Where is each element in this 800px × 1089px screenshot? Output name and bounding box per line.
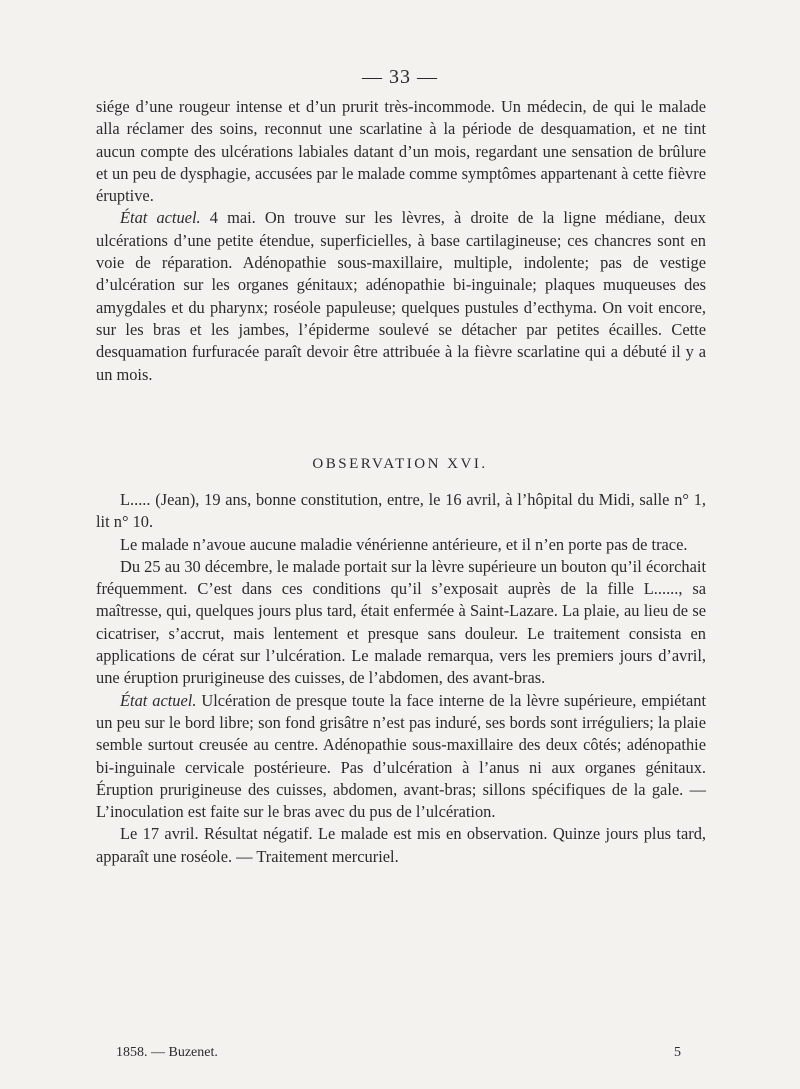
intro-paragraph-1: siége d’une rougeur intense et d’un prurit très-incommode. Un médecin, de qui le malade alla réclamer des soins, reconnut une scarlatine à la période de desquamation, et ne tint aucun compte des ulcérations labiales datant d’un mois, regardant une sensation de brûlure et un peu de dysphagie, accusées par le malade comme symptômes appartenant à cette fièvre éruptive. xyxy=(96,97,706,206)
observation-paragraph-1: L..... (Jean), 19 ans, bonne constitution, entre, le 16 avril, à l’hôpital du Midi, salle n° 1, lit n° 10. xyxy=(96,490,706,532)
intro-paragraph-2 xyxy=(96,207,706,385)
observation-paragraph-2: Le malade n’avoue aucune maladie vénérienne antérieure, et il n’en porte pas de trace. xyxy=(120,534,688,554)
intro-paragraph-2-text: 4 mai. On trouve sur les lèvres, à droite de la ligne médiane, deux ulcérations d’une petite étendue, superficielles, à base cartilagineuse; ces chancres sont en voie de réparation. Adénopathie sous-maxillaire, multiple, indolente; pas de vestige d’ulcération sur les organes génitaux; adénopathie bi-inguinale; plaques muqueuses des amygdales et du pharynx; roséole papuleuse; quelques pustules d’ecthyma. On voit encore, sur les bras et les jambes, l’épiderme soulevé se détacher par petites écailles. Cette desquamation furfuracée paraît devoir être attribuée à la fièvre scarlatine qui a débuté il y a un mois. xyxy=(96,208,706,384)
observation-paragraph-4-text: Ulcération de presque toute la face interne de la lèvre supérieure, empiétant un peu sur le bord libre; son fond grisâtre n’est pas induré, ses bords sont irréguliers; la plaie semble surtout creusée au centre. Adénopathie sous-maxillaire des deux côtés; adénopathie bi-inguinale cervicale postérieure. Pas d’ulcération à l’anus ni aux organes génitaux. Éruption prurigineuse des cuisses, abdomen, avant-bras; sillons spécifiques de la gale. — L’inoculation est faite sur le bras avec du pus de l’ulcération. xyxy=(96,690,706,822)
footer-sheet-number: 5 xyxy=(674,1045,681,1060)
observation-text-block xyxy=(96,489,706,868)
page-number: — 33 — xyxy=(362,66,438,88)
observation-paragraph-5: Le 17 avril. Résultat négatif. Le malade est mis en observation. Quinze jours plus tard, apparaît une roséole. — Traitement mercuriel. xyxy=(96,824,706,866)
observation-heading: OBSERVATION XVI. xyxy=(312,456,488,472)
footer-signature: 1858. — Buzenet. xyxy=(116,1045,218,1060)
etat-actuel-label-2: État actuel. xyxy=(120,690,197,710)
intro-text-block xyxy=(96,96,706,386)
etat-actuel-label: État actuel. xyxy=(120,208,201,228)
observation-paragraph-3: Du 25 au 30 décembre, le malade portait sur la lèvre supérieure un bouton qu’il écorchait fréquemment. C’est dans ces conditions qu’il s’exposait auprès de la fille L......, sa maîtresse, qui, quelques jours plus tard, était enfermée à Saint-Lazare. La plaie, au lieu de se cicatriser, s’accrut, mais lentement et presque sans douleur. Le traitement consista en applications de cérat sur l’ulcération. Le malade remarqua, vers les premiers jours d’avril, une éruption prurigineuse des cuisses, de l’abdomen, des avant-bras. xyxy=(96,556,706,688)
observation-paragraph-4 xyxy=(96,690,706,824)
